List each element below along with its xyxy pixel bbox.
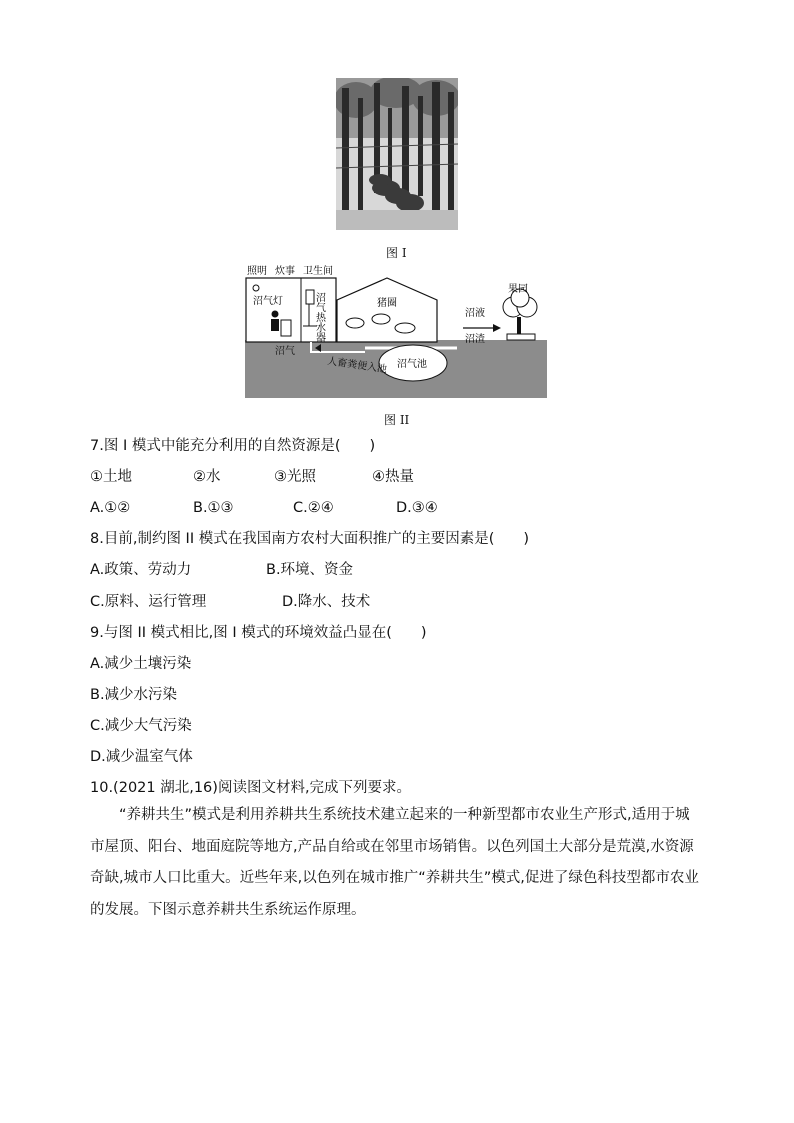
label-lighting: 照明 bbox=[247, 266, 267, 277]
q9-option-d[interactable]: D.减少温室气体 bbox=[90, 749, 193, 765]
label-orchard: 果园 bbox=[508, 284, 528, 295]
q9-option-c[interactable]: C.减少大气污染 bbox=[90, 718, 192, 734]
q7-option-c[interactable]: C.②④ bbox=[293, 500, 334, 516]
q10-stem: 10.(2021 湖北,16)阅读图文材料,完成下列要求。 bbox=[90, 780, 412, 796]
label-pigsty: 猪圈 bbox=[377, 298, 397, 309]
q8-stem: 8.目前,制约图 II 模式在我国南方农村大面积推广的主要因素是( ) bbox=[90, 531, 530, 547]
q9-option-b[interactable]: B.减少水污染 bbox=[90, 687, 178, 703]
label-biogas-lamp: 沼气灯 bbox=[253, 296, 283, 307]
figure-1-caption: 图 I bbox=[386, 246, 407, 260]
biogas-system-drawing bbox=[245, 262, 547, 398]
q8-option-c[interactable]: C.原料、运行管理 bbox=[90, 594, 207, 610]
q8-option-a[interactable]: A.政策、劳动力 bbox=[90, 562, 192, 578]
q7-option-b[interactable]: B.①③ bbox=[193, 500, 234, 516]
label-digester: 沼气池 bbox=[397, 359, 427, 370]
q7-item-2: ②水 bbox=[193, 469, 221, 485]
q9-option-a[interactable]: A.减少土壤污染 bbox=[90, 656, 192, 672]
label-toilet: 卫生间 bbox=[303, 266, 333, 277]
q7-item-3: ③光照 bbox=[274, 469, 316, 485]
forest-pig-drawing bbox=[336, 78, 458, 230]
q8-option-d[interactable]: D.降水、技术 bbox=[282, 594, 371, 610]
person-icon bbox=[272, 311, 279, 318]
label-slurry: 沼液 bbox=[465, 308, 485, 319]
q7-item-4: ④热量 bbox=[372, 469, 414, 485]
q7-stem: 7.图 I 模式中能充分利用的自然资源是( ) bbox=[90, 438, 376, 454]
figure-1-forest-illustration bbox=[336, 78, 458, 230]
label-residue: 沼渣 bbox=[465, 334, 485, 345]
q7-option-d[interactable]: D.③④ bbox=[396, 500, 438, 516]
figure-2-caption: 图 II bbox=[384, 413, 410, 427]
figure-2-biogas-diagram bbox=[245, 262, 547, 398]
q8-option-b[interactable]: B.环境、资金 bbox=[266, 562, 354, 578]
q7-option-a[interactable]: A.①② bbox=[90, 500, 131, 516]
q7-item-1: ①土地 bbox=[90, 469, 132, 485]
label-water-heater: 沼气热水器 bbox=[313, 292, 325, 342]
q9-stem: 9.与图 II 模式相比,图 I 模式的环境效益凸显在( ) bbox=[90, 625, 427, 641]
label-biogas: 沼气 bbox=[275, 346, 295, 357]
label-cooking: 炊事 bbox=[275, 266, 295, 277]
pigsty bbox=[337, 278, 437, 342]
label-manure-pool: 人畜粪便入池 bbox=[326, 356, 388, 376]
q10-material-paragraph: “养耕共生”模式是利用养耕共生系统技术建立起来的一种新型都市农业生产形式,适用于城市屋顶、阳台、地面庭院等地方,产品自给或在邻里市场销售。以色列国土大部分是荒漠,水资源奇缺,城市人口比重大。近些年来,以色列在城市推广“养耕共生”模式,促进了绿色科技型都市农业的发展。下图示意养耕共生系统运作原理。 bbox=[90, 807, 699, 918]
orchard-trees bbox=[503, 289, 537, 340]
